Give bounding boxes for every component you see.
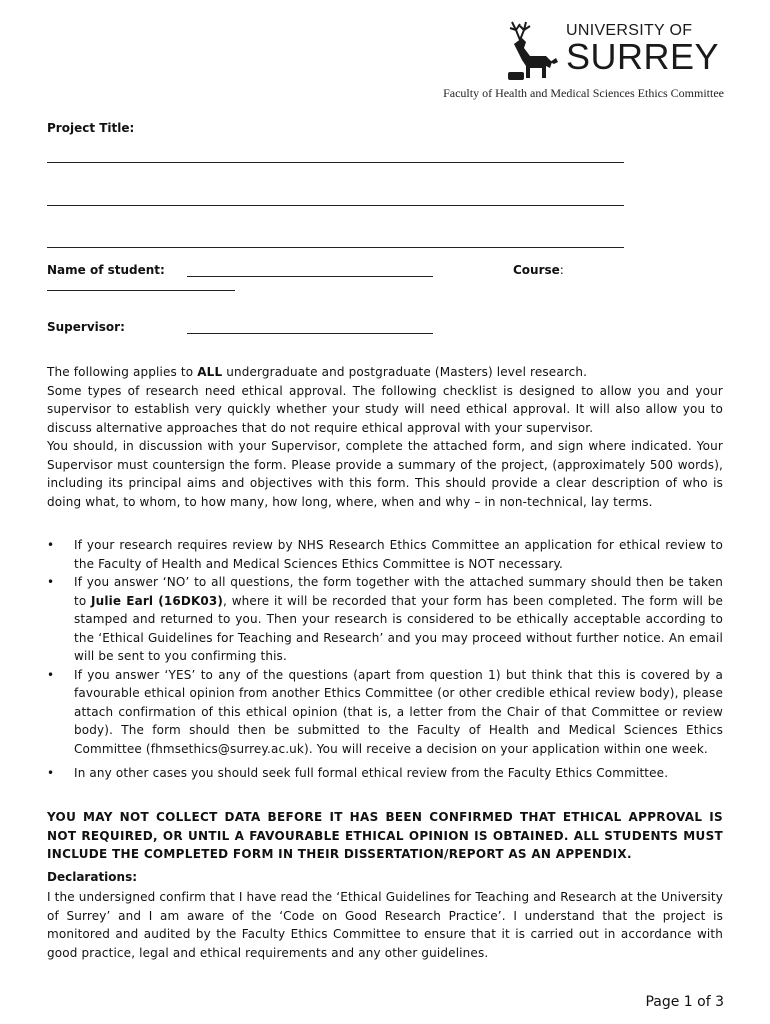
course-label-text: Course bbox=[513, 263, 560, 277]
student-name-label: Name of student: bbox=[47, 263, 165, 277]
bullet-icon: • bbox=[47, 766, 55, 780]
bullet-icon: • bbox=[47, 667, 55, 682]
university-logo bbox=[500, 18, 730, 82]
list-item bbox=[47, 764, 723, 783]
course-line[interactable] bbox=[47, 290, 235, 291]
logo-university-of: UNIVERSITY OF bbox=[566, 22, 693, 39]
list-item-text: If you answer ‘NO’ to all questions, the form together with the attached summary should then be taken to bbox=[74, 575, 723, 608]
supervisor-label: Supervisor: bbox=[47, 320, 125, 334]
intro-p1-text: The following applies to bbox=[47, 365, 198, 379]
bullet-icon: • bbox=[47, 575, 55, 589]
supervisor-line[interactable] bbox=[187, 333, 433, 334]
project-title-label: Project Title: bbox=[47, 121, 135, 135]
list-item-text: In any other cases you should seek full formal ethical review from the Faculty Ethics Committee. bbox=[74, 766, 669, 780]
intro-paragraph-1 bbox=[47, 363, 723, 382]
page-number: Page 1 of 3 bbox=[645, 994, 724, 1010]
declarations-heading: Declarations: bbox=[47, 870, 138, 884]
contact-name: Julie Earl (16DK03) bbox=[91, 593, 224, 608]
list-item bbox=[47, 573, 723, 666]
list-item bbox=[47, 666, 723, 759]
warning-notice: YOU MAY NOT COLLECT DATA BEFORE IT HAS BEEN CONFIRMED THAT ETHICAL APPROVAL IS NOT REQUIRED, OR UNTIL A FAVOURABLE ETHICAL OPINION IS OBTAINED. ALL STUDENTS MUST INCLUDE THE COMPLETED FORM IN THEIR DISSERTATION/REPORT AS AN APPENDIX. bbox=[47, 810, 723, 861]
list-item-text: If your research requires review by NHS Research Ethics Committee an application for ethical review to the Faculty of Health and Medical Sciences Ethics Committee is NOT necessary. bbox=[74, 538, 723, 571]
intro-p1-text-end: undergraduate and postgraduate (Masters) level research. bbox=[222, 365, 588, 379]
logo-surrey: SURREY bbox=[566, 36, 720, 77]
project-title-line-2[interactable] bbox=[47, 205, 624, 206]
intro-p1-bold: ALL bbox=[197, 365, 223, 379]
list-item-text: If you answer ‘YES’ to any of the questions (apart from question 1) but think that this is covered by a favourable ethical opinion from another Ethics Committee (or other credible ethical review body), please attach confirmation of this ethical opinion (that is, a letter from the Chair of that Committee or review body). The form should then be submitted to the Faculty of Health and Medical Sciences Ethics Committee (fhmsethics@surrey.ac.uk). You will receive a decision on your application within one week. bbox=[74, 667, 723, 756]
intro-section bbox=[47, 363, 723, 511]
intro-paragraph-2: Some types of research need ethical approval. The following checklist is designed to allow you and your supervisor to establish very quickly whether your study will need ethical approval. It will also allow you to discuss alternative approaches that do not require ethical approval with your supervisor. bbox=[47, 383, 723, 435]
course-label-colon: : bbox=[559, 263, 564, 277]
list-item bbox=[47, 536, 723, 573]
course-label bbox=[513, 263, 564, 277]
intro-paragraph-3: You should, in discussion with your Supervisor, complete the attached form, and sign where indicated. Your Supervisor must countersign the form. Please provide a summary of the project, (approximately 500 words), including its principal aims and objectives with this form. This should provide a clear description of who is doing what, to whom, to how many, how long, where, when and why – in non-technical, lay terms. bbox=[47, 439, 723, 509]
stag-icon bbox=[500, 18, 562, 82]
faculty-heading: Faculty of Health and Medical Sciences Ethics Committee bbox=[443, 86, 724, 100]
bullet-icon: • bbox=[47, 538, 55, 552]
instructions-list bbox=[47, 536, 723, 783]
declarations-text: I the undersigned confirm that I have read the ‘Ethical Guidelines for Teaching and Research at the University of Surrey’ and I am aware of the ‘Code on Good Research Practice’. I understand that the project is monitored and audited by the Faculty Ethics Committee to ensure that it is carried out in accordance with good practice, legal and ethical requirements and any other guidelines. bbox=[47, 890, 723, 960]
list-item-text-end: , where it will be recorded that your form has been completed. The form will be stamped and returned to you. Then your research is considered to be ethically acceptable according to the ‘Ethical Guidelines for Teaching and Research’ and you may proceed without further notice. An email will be sent to you confirming this. bbox=[74, 593, 723, 663]
project-title-line-3[interactable] bbox=[47, 247, 624, 248]
project-title-line-1[interactable] bbox=[47, 162, 624, 163]
student-name-line[interactable] bbox=[187, 276, 433, 277]
